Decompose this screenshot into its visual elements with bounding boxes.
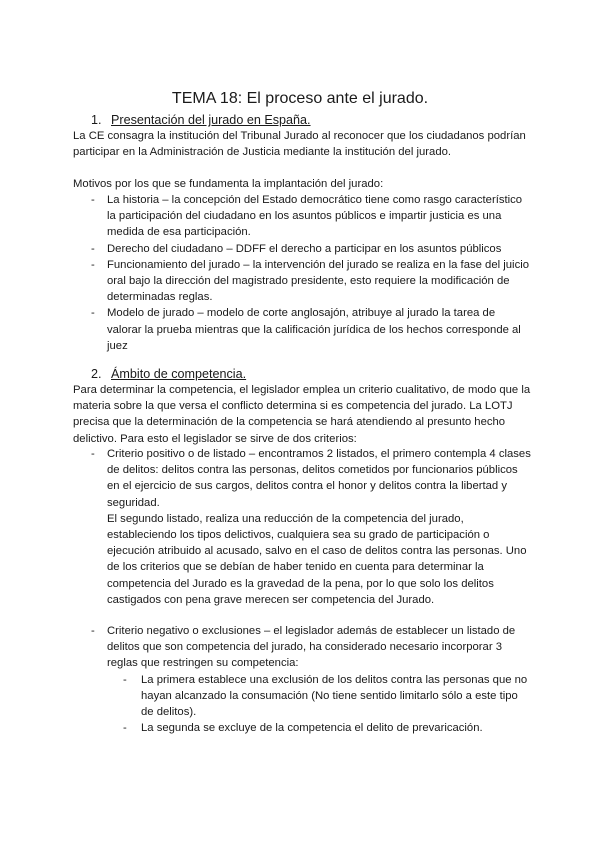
section-1-intro-text: La CE consagra la institución del Tribunal Jurado al reconocer que los ciudadanos podrían participar en la Administración de Justicia mediante la institución del jurado. (73, 130, 526, 159)
criterion-negative-text: - Criterio negativo o exclusiones – el legislador además de establecer un listado de delitos que son competencia del jurado, ha considerado necesario incorporar 3 reglas que restringen su competencia: (107, 625, 516, 670)
section-2-intro (73, 382, 533, 447)
list-item: - Derecho del ciudadano – DDFF el derecho a participar en los asuntos públicos (91, 241, 531, 257)
list-item: - La historia – la concepción del Estado democrático tiene como rasgo característico la participación del ciudadano en los asuntos públicos e impartir justicia es una medida de esa participación. (91, 192, 531, 241)
motives-intro-text: Motivos por los que se fundamenta la implantación del jurado: (73, 178, 384, 190)
list-item: - Modelo de jurado – modelo de corte anglosajón, atribuye al jurado la tarea de valorar la prueba mientras que la calificación jurídica de los hechos corresponde al juez (91, 305, 531, 354)
exclusion-rules-list (107, 672, 531, 737)
criterion-positive-text: - Criterio positivo o de listado – encontramos 2 listados, el primero contempla 4 clases de delitos: delitos contra las personas, delitos cometidos por funcionarios públicos en el ejercicio de sus cargos, delitos contra el honor y delitos contra la libertad y seguridad. (107, 448, 531, 509)
section-1-intro (73, 128, 533, 160)
list-item (91, 446, 531, 608)
section-2-title: Ámbito de competencia. (111, 367, 247, 381)
section-1-heading (91, 112, 311, 129)
section-1-title: Presentación del jurado en España. (111, 113, 311, 127)
section-2-number: 2. (91, 367, 102, 381)
criterion-positive-continuation: El segundo listado, realiza una reducción de la competencia del jurado, estableciendo los tipos delictivos, cualquiera sea su grado de participación o ejecución atribuido al acusado, salvo en el caso de delitos contra las personas. Uno de los criterios que se debían de haber tenido en cuenta para determinar la competencia del Jurado es la gravedad de la pena, por lo que solo los delitos castigados con pena grave merecen ser competencia del Jurado. (107, 512, 527, 606)
criteria-list (91, 446, 531, 736)
list-item: - La primera establece una exclusión de los delitos contra las personas que no hayan alcanzado la consumación (No tiene sentido limitarlo sólo a este tipo de delitos). (123, 672, 531, 721)
section-2-intro-text: Para determinar la competencia, el legislador emplea un criterio cualitativo, de modo que la materia sobre la que versa el conflicto determina si es competencia del jurado. La LOTJ precisa que la determinación de la competencia se hará atendiendo al presunto hecho delictivo. Para esto el legislador se sirve de dos criterios: (73, 384, 531, 445)
section-1-number: 1. (91, 113, 102, 127)
list-item: - La segunda se excluye de la competencia el delito de prevaricación. (123, 720, 531, 736)
list-item: - Funcionamiento del jurado – la intervención del jurado se realiza en la fase del juicio oral bajo la dirección del magistrado presidente, esto requiere la modificación de determinadas reglas. (91, 257, 531, 306)
motives-list (91, 192, 531, 354)
section-2-heading (91, 366, 246, 383)
list-spacer (91, 608, 531, 623)
motives-intro (73, 176, 533, 192)
document-title: TEMA 18: El proceso ante el jurado. (171, 90, 429, 107)
list-item (91, 623, 531, 736)
